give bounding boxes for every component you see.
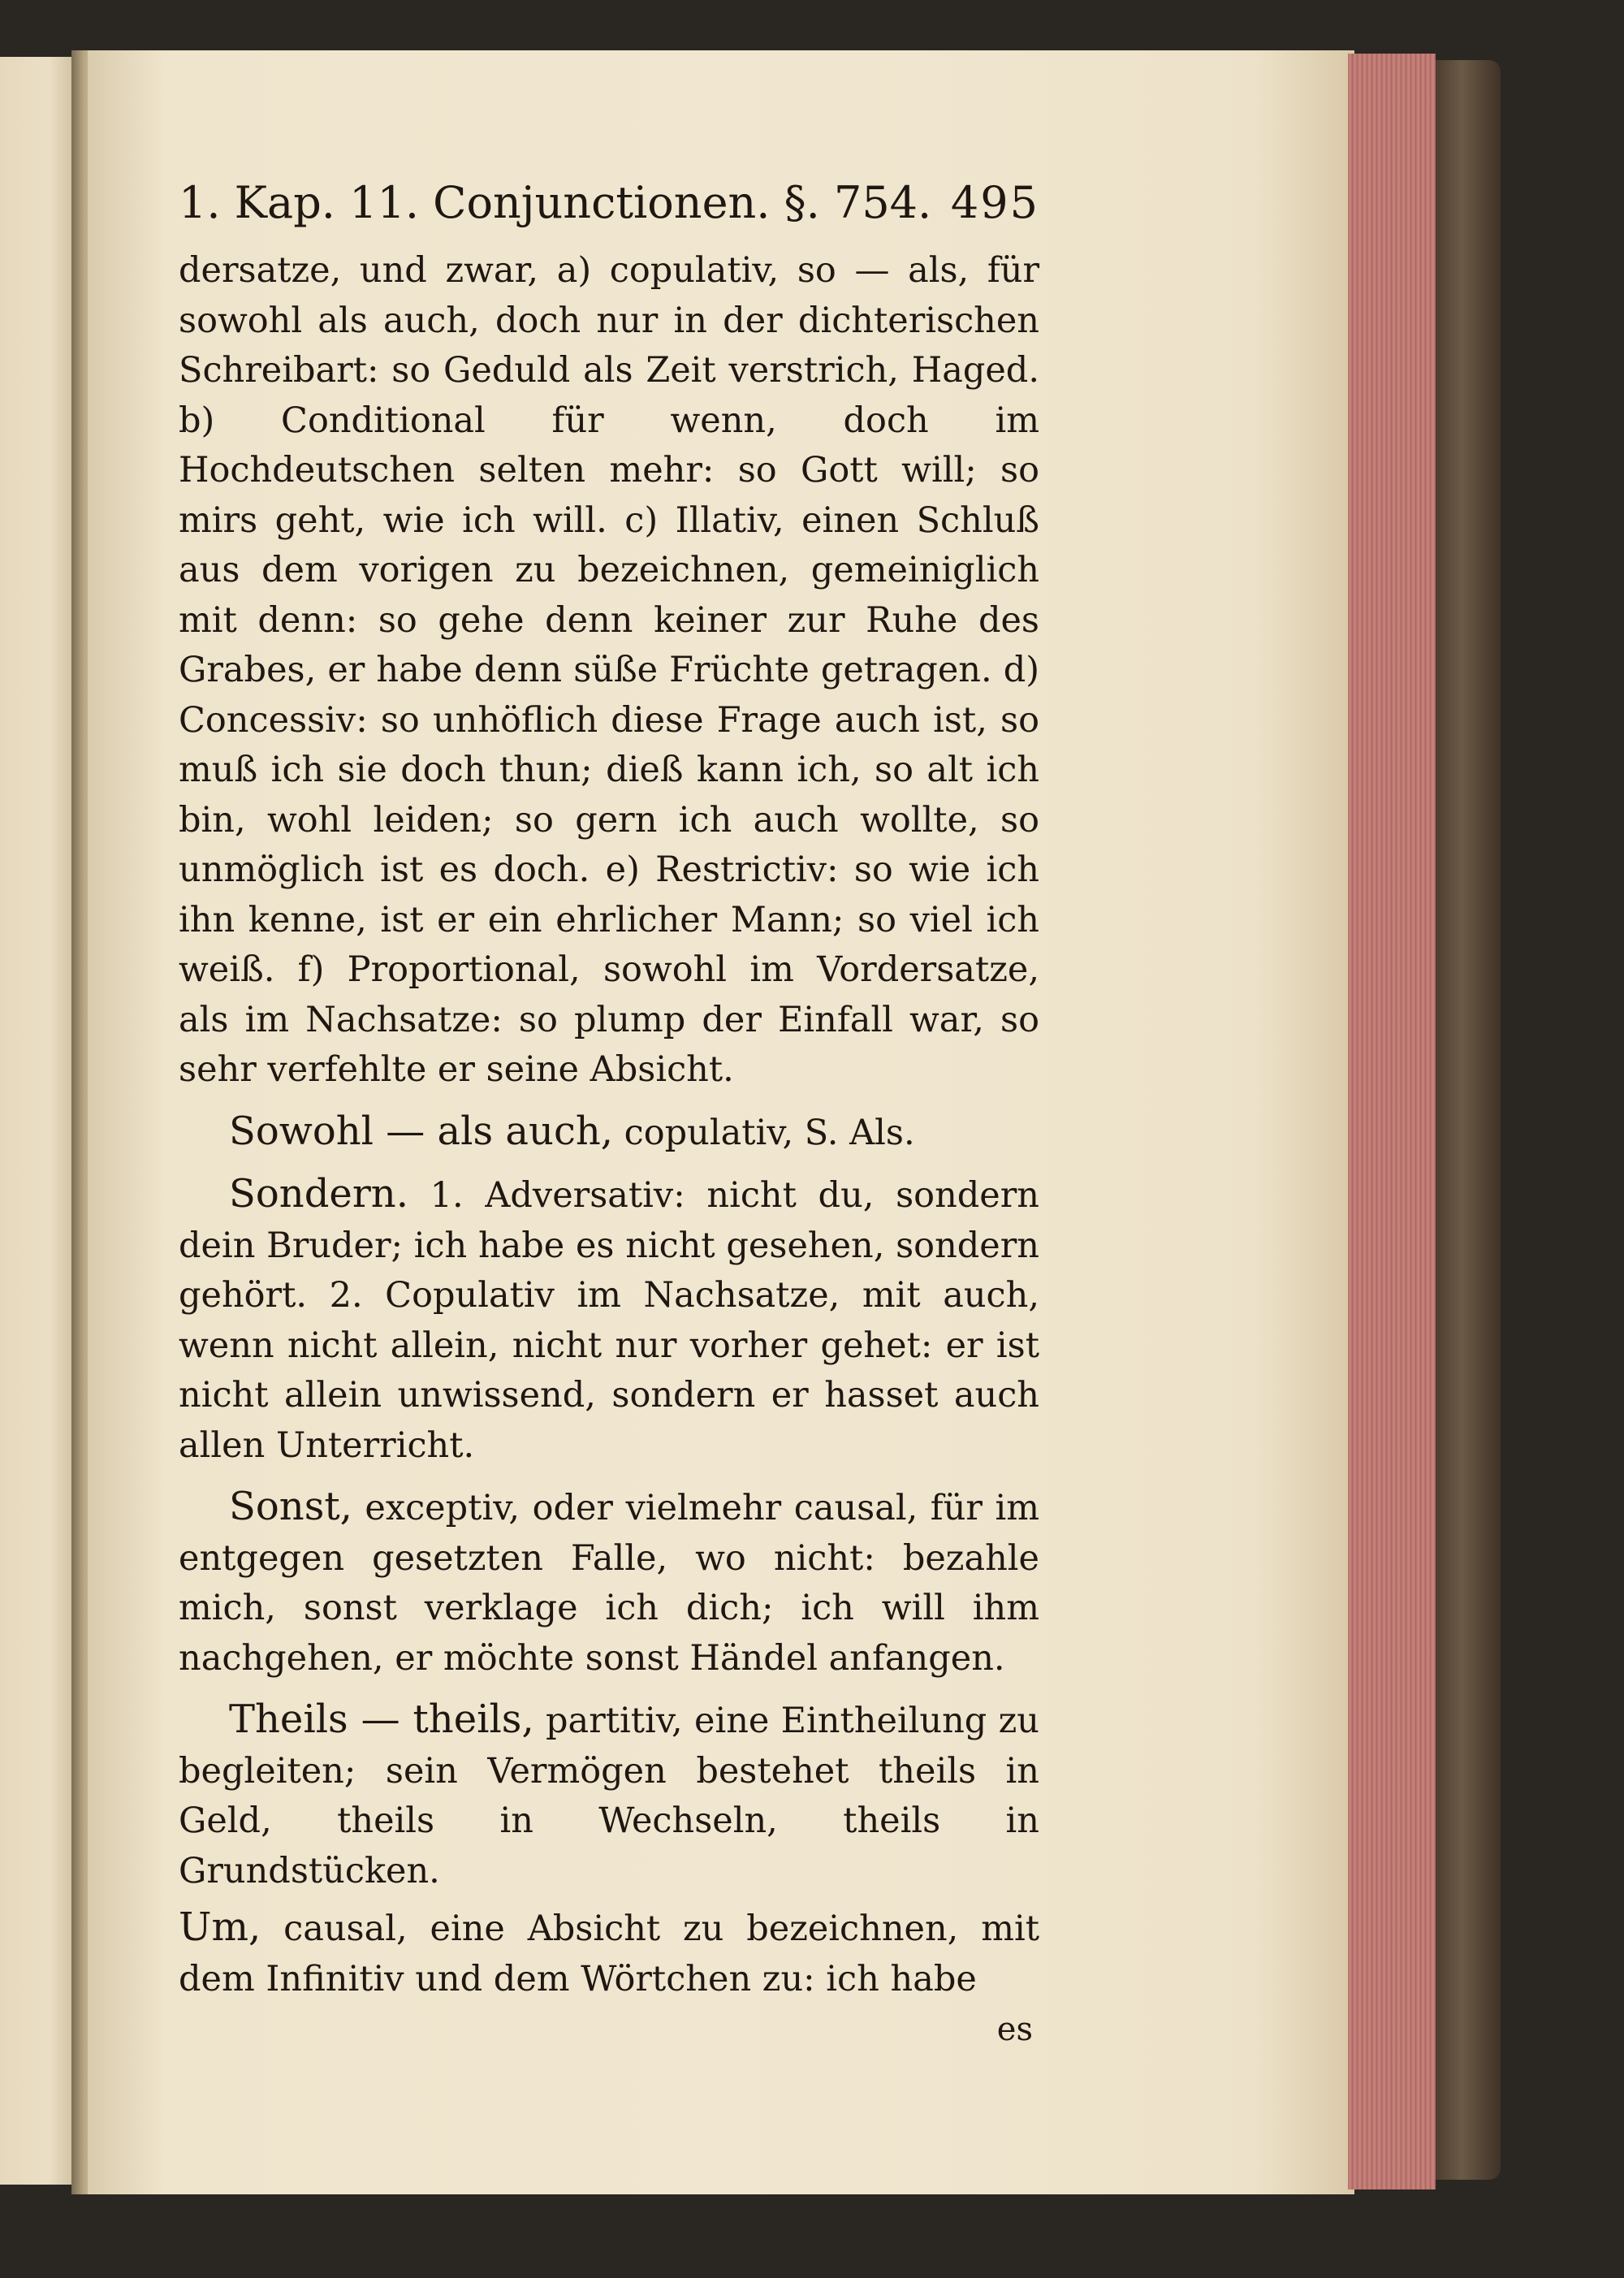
catchword: es [996, 2011, 1033, 2048]
entry-keyword: Sondern. [229, 1171, 408, 1217]
entry-sowohl [179, 1107, 1039, 1159]
page-header [179, 175, 1039, 231]
entry-text: 1. Adversativ: nicht du, sondern dein Bruder; ich habe es nicht gesehen, sondern gehört. 2. Copulativ im Nachsatze, mit auch, wenn nicht allein, nicht nur vorher gehet: er ist nicht allein unwissend, sondern er hasset auch allen Unterricht. [179, 1175, 1039, 1466]
page-text-block [179, 175, 1039, 2050]
paragraph-text: dersatze, und zwar, a) copulativ, so — als, für sowohl als auch, doch nur in der dichterischen Schreibart: so Geduld als Zeit verstrich, Haged. b) Conditional für wenn, doch im Hochdeutschen selten mehr: so Gott will; so mirs geht, wie ich will. c) Illativ, einen Schluß aus dem vorigen zu bezeichnen, gemeiniglich mit denn: so gehe denn keiner zur Ruhe des Grabes, er habe denn süße Früchte getragen. d) Concessiv: so unhöflich diese Frage auch ist, so muß ich sie doch thun; dieß kann ich, so alt ich bin, wohl leiden; so gern ich auch wollte, so unmöglich ist es doch. e) Restrictiv: so wie ich ihn kenne, ist er ein ehrlicher Mann; so viel ich weiß. f) Proportional, sowohl im Vordersatze, als im Nachsatze: so plump der Einfall war, so sehr verfehlte er seine Absicht. [179, 250, 1039, 1090]
entry-keyword: Sowohl — als auch, [229, 1108, 613, 1154]
entry-keyword: Um, [179, 1904, 261, 1950]
entry-text: causal, eine Absicht zu bezeichnen, mit dem Infinitiv und dem Wörtchen zu: ich habe [179, 1908, 1040, 1999]
running-title: 1. Kap. 11. Conjunctionen. §. 754. [179, 177, 932, 228]
entry-keyword: Sonst, [229, 1484, 352, 1529]
left-page-edge [0, 57, 81, 2185]
entry-text: copulativ, S. Als. [624, 1112, 915, 1153]
entry-text: partitiv, eine Eintheilung zu begleiten; sein Vermögen bestehet theils in Geld, theils in Wechseln, theils in Grundstücken. [179, 1701, 1040, 1891]
paragraph-continuation [179, 246, 1039, 1096]
entry-um [179, 1903, 1039, 2004]
page-number: 495 [950, 177, 1039, 228]
book-cover-edge [1436, 60, 1501, 2180]
entry-sonst [179, 1482, 1039, 1684]
entry-keyword: Theils — theils, [229, 1697, 534, 1742]
entry-sondern [179, 1169, 1039, 1471]
entry-text: exceptiv, oder vielmehr causal, für im entgegen gesetzten Falle, wo nicht: bezahle mich, sonst verklage ich dich; ich will ihm nachgehen, er möchte sonst Händel anfangen. [179, 1488, 1039, 1679]
red-page-edges [1348, 54, 1436, 2189]
entry-theils [179, 1695, 1039, 1896]
